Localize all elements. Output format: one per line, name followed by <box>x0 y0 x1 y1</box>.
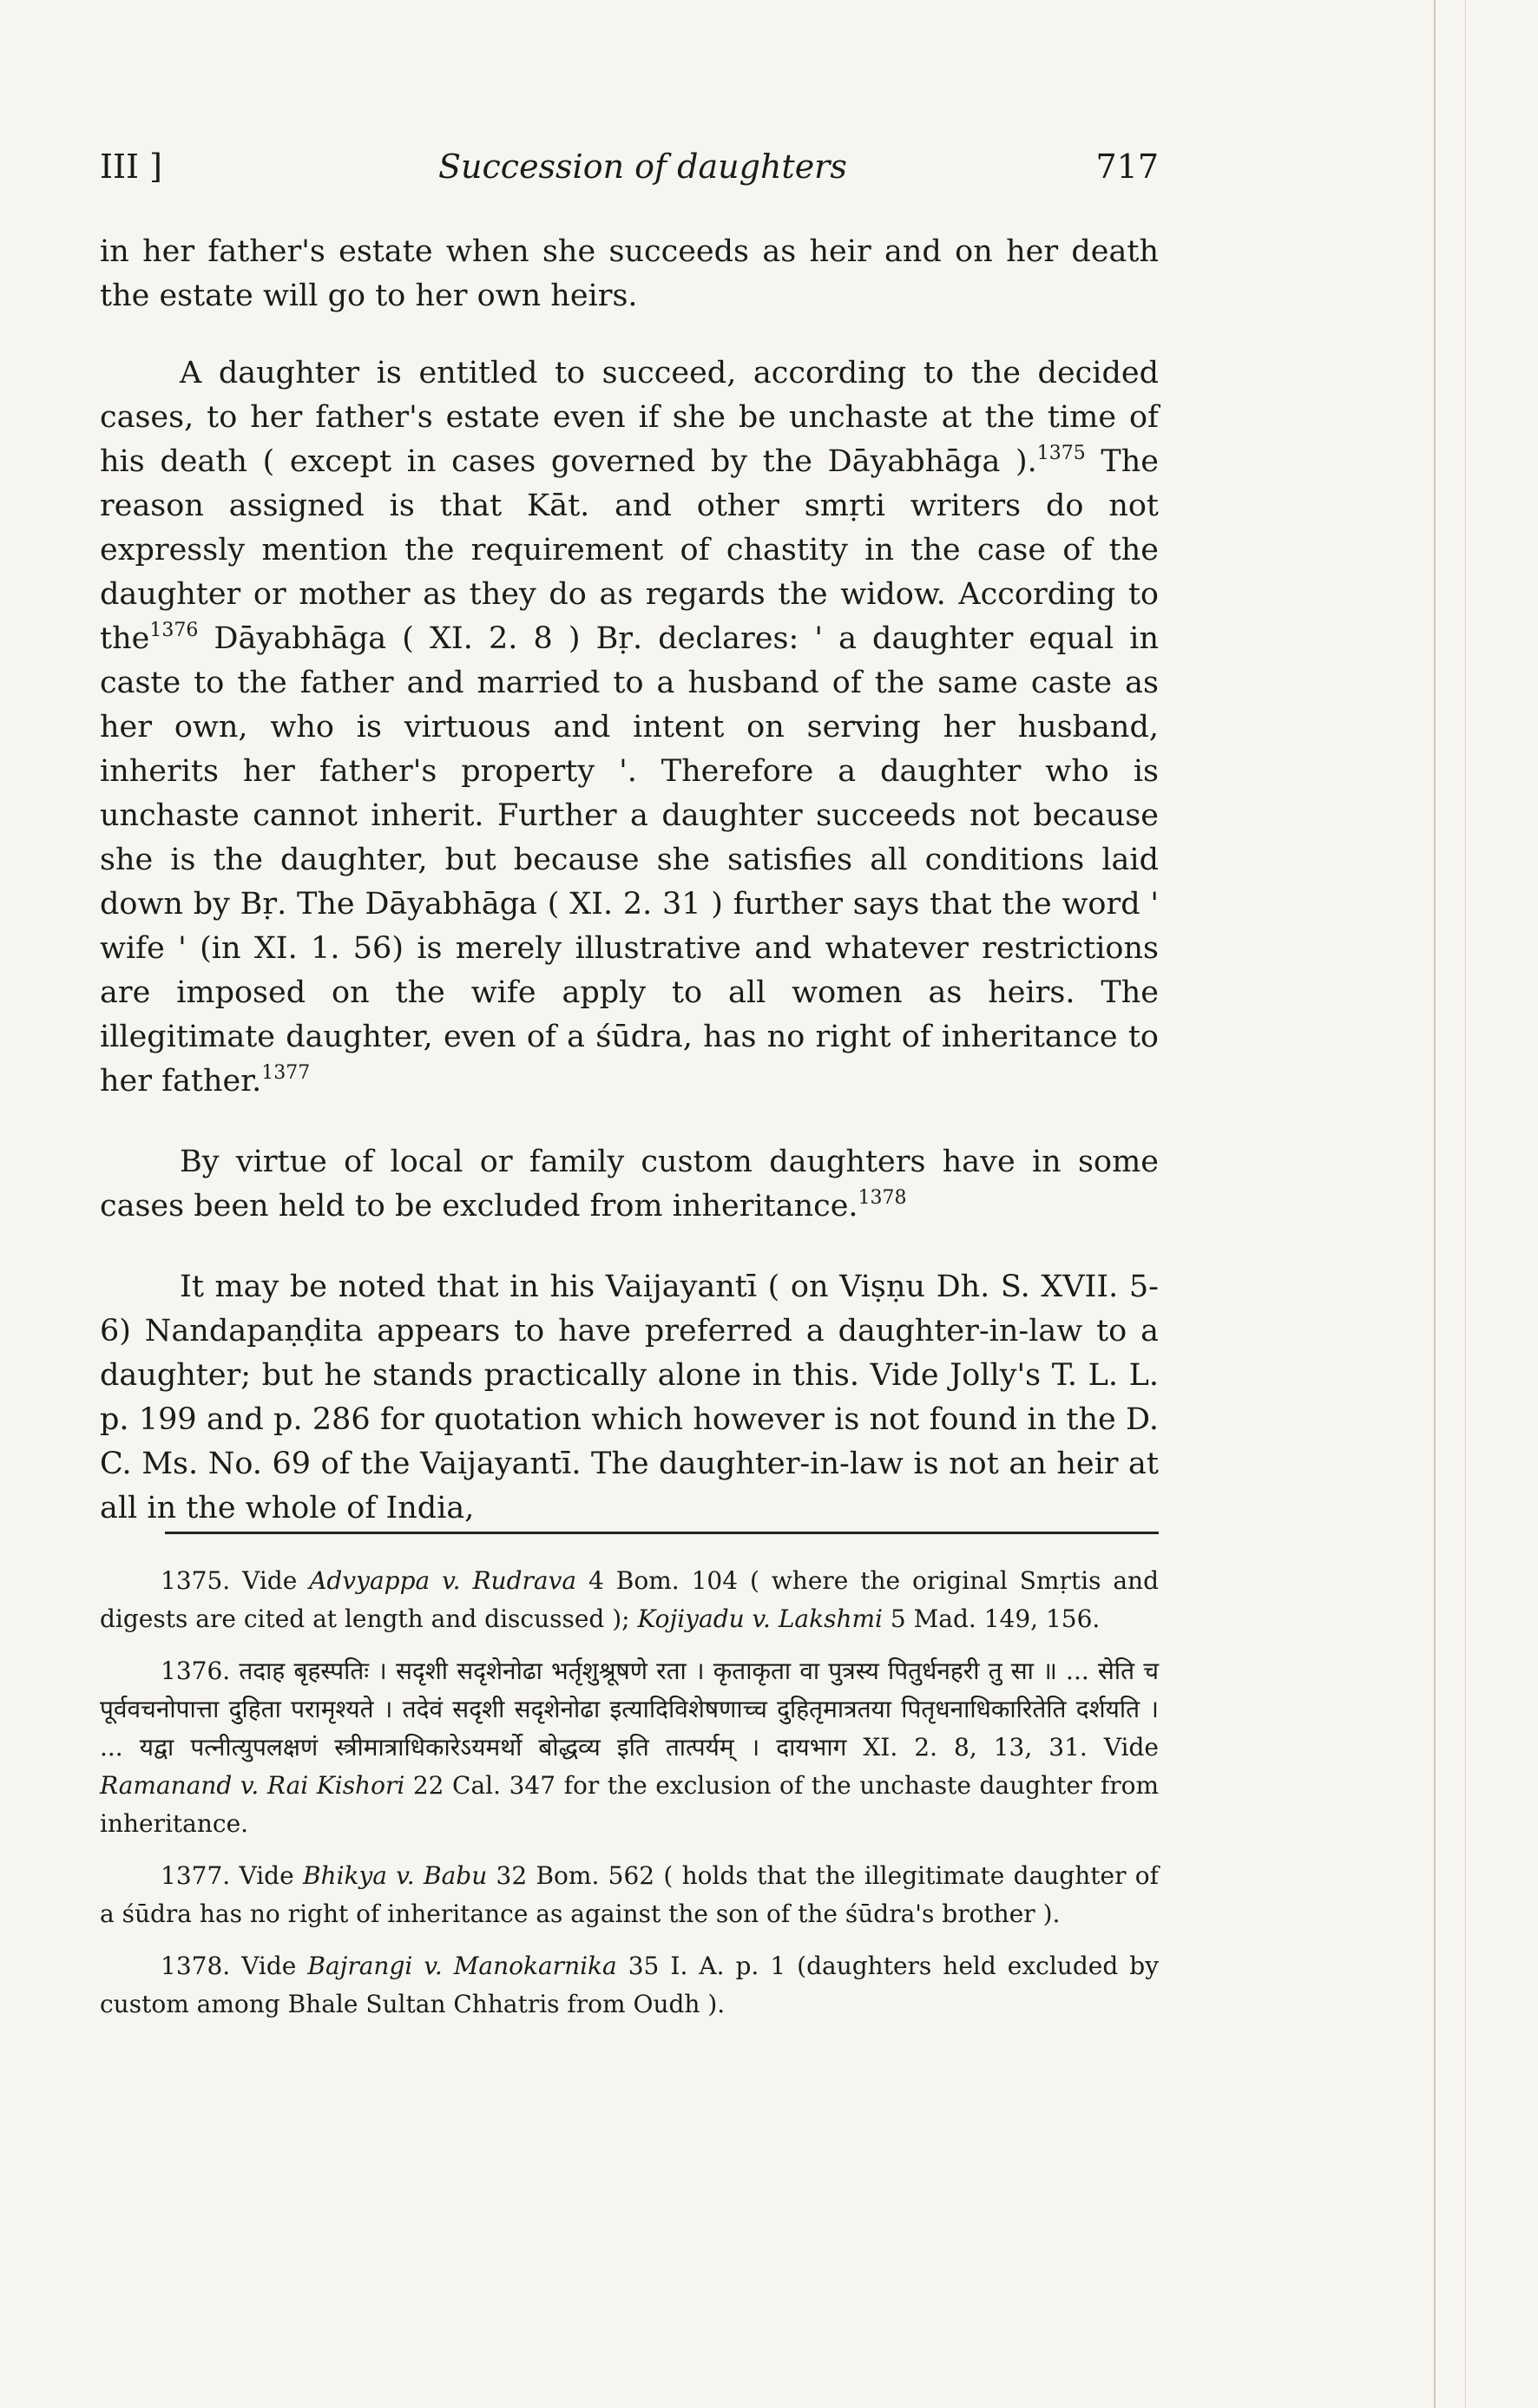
main-text <box>100 230 1159 1567</box>
footnote-number: 1377. <box>161 1861 240 1890</box>
running-title: Succession of daughters <box>438 148 847 186</box>
paragraph-text: The reason assigned is that Kāt. and other smṛti writers do not expressly mention the requirement of chastity in the case of the daughter or mother as they do as regards the widow. According to the <box>100 444 1159 656</box>
footnote <box>100 1857 1159 1933</box>
footnote-ref[interactable]: 1378 <box>858 1187 907 1209</box>
running-head <box>100 148 1159 191</box>
case-name: Bhikya v. Babu <box>302 1861 488 1890</box>
footnote <box>100 1652 1159 1843</box>
scan-edge-line <box>1465 0 1466 2408</box>
case-name: Kojiyadu v. Lakshmi <box>637 1604 884 1633</box>
footnote-divider <box>165 1532 1159 1534</box>
footnote-ref[interactable]: 1375 <box>1036 443 1086 464</box>
paragraph-vaijayanti: It may be noted that in his Vaijayantī ( on Viṣṇu Dh. S. XVII. 5-6) Nandapaṇḍita appears to have preferred a daughter-in-law to a daughter; but he stands practically alone in this. Vide Jolly's T. L. L. p. 199 and p. 286 for quotation which however is not found in the D. C. Ms. No. 69 of the Vaijayantī. The daughter-in-law is not an heir at all in the whole of India, <box>100 1270 1159 1526</box>
footnote-text: Vide <box>242 1566 310 1595</box>
footnote-text: तदाह बृहस्पतिः । सदृशी सदृशेनोढा भर्तृशुश्रूषणे रता । कृताकृता वा पुत्रस्य पितुर्धनहरी तु सा ॥ ... सेति च पूर्ववचनोपात्ता दुहिता परामृश्यते । तदेवं सदृशी सदृशेनोढा इत्यादिविशेषणाच्च दुहितृमात्रतया पितृधनाधिकारितेति दर्शयति । ... यद्वा पत्नीत्युपलक्षणं स्त्रीमात्राधिकारेऽयमर्थो बोद्धव्य इति तात्पर्यम् । दायभाग XI. 2. 8, 13, 31. Vide <box>100 1657 1160 1762</box>
footnote-text: Vide <box>239 1861 303 1890</box>
footnote <box>100 1562 1159 1638</box>
section-number: III ] <box>100 148 162 186</box>
paragraph-continuation: in her father's estate when she succeeds as heir and on her death the estate will go to her own heirs. <box>100 234 1159 313</box>
footnote-text: 32 Bom. 562 ( holds that the illegitimate daughter of a śūdra has no right of inheritance as against the son of the śūdra's brother ). <box>100 1861 1160 1928</box>
case-name: Advyappa v. Rudrava <box>309 1566 577 1595</box>
case-name: Bajrangi v. Manokarnika <box>307 1952 617 1980</box>
paragraph-text: Dāyabhāga ( XI. 2. 8 ) Bṛ. declares: ' a daughter equal in caste to the father and married to a husband of the same caste as her own, who is virtuous and intent on serving her husband, inherits her father's property '. Therefore a daughter who is unchaste cannot inherit. Further a daughter succeeds not because she is the daughter, but because she satisfies all conditions laid down by Bṛ. The Dāyabhāga ( XI. 2. 31 ) further says that the word ' wife ' (in XI. 1. 56) is merely illustrative and whatever restrictions are imposed on the wife apply to all women as heirs. The illegitimate daughter, even of a śūdra, has no right of inheritance to her father. <box>100 621 1159 1099</box>
footnotes <box>100 1562 1159 2037</box>
footnote-text: 22 Cal. 347 for the exclusion of the unchaste daughter from inheritance. <box>100 1771 1159 1838</box>
footnote-text: Vide <box>241 1952 308 1980</box>
paragraph-text: By virtue of local or family custom daughters have in some cases been held to be excluded from inheritance. <box>100 1145 1159 1224</box>
paragraph-text: A daughter is entitled to succeed, according to the decided cases, to her father's estate even if she be unchaste at the time of his death ( except in cases governed by the Dāyabhāga ). <box>100 356 1159 479</box>
scan-edge-line <box>1434 0 1436 2408</box>
footnote-number: 1375. <box>161 1566 243 1595</box>
footnote-ref[interactable]: 1377 <box>261 1062 311 1084</box>
footnote-text: 35 I. A. p. 1 (daughters held excluded by custom among Bhale Sultan Chhatris from Oudh ). <box>100 1952 1160 2018</box>
page-number: 717 <box>1095 148 1159 186</box>
footnote-text: 5 Mad. 149, 156. <box>883 1604 1101 1633</box>
paragraph-custom <box>100 1140 1159 1229</box>
footnote-number: 1378. <box>161 1952 242 1980</box>
footnote-number: 1376. <box>161 1657 240 1685</box>
footnote-ref[interactable]: 1376 <box>149 620 199 641</box>
footnote-text: 4 Bom. 104 ( where the original Smṛtis and digests are cited at length and discussed ); <box>100 1566 1160 1633</box>
case-name: Ramanand v. Rai Kishori <box>100 1771 405 1800</box>
footnote <box>100 1947 1159 2024</box>
paragraph-unchaste-daughter <box>100 351 1159 1104</box>
